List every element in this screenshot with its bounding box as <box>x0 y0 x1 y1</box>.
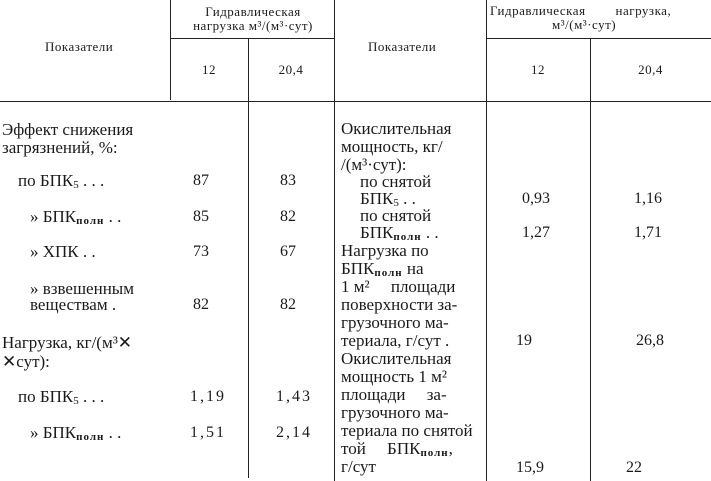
r-line-1: мощность, кг/ <box>341 137 443 156</box>
r-val-3-v2: 22 <box>626 459 642 476</box>
r-line-14: мощность 1 м² <box>341 367 447 386</box>
header-left-v1: 12 <box>202 62 216 77</box>
load-bpkpoln-v2: 2,14 <box>276 424 312 441</box>
r-val-1-v1: 1,27 <box>522 224 550 241</box>
row-bpk5-v2: 83 <box>280 172 296 189</box>
row-bpkpoln-v1: 85 <box>193 208 209 225</box>
row-susp-v1: 82 <box>193 296 209 313</box>
r-line-11: грузочного ма- <box>341 313 449 332</box>
row-susp-label-1: » взвешенным <box>30 279 134 298</box>
load-bpk5-v1: 1,19 <box>190 388 226 405</box>
r-line-17: териала по снятой <box>341 421 473 440</box>
r-val-0-v2: 1,16 <box>634 190 662 207</box>
load-bpkpoln-label: » БПКполн . . <box>30 423 122 443</box>
r-line-5: по снятой <box>360 206 432 225</box>
load-bpkpoln-v1: 1,51 <box>190 424 226 441</box>
r-line-8: БПКполн на <box>341 259 424 279</box>
r-line-9: 1 м² площади <box>341 277 456 296</box>
row-bpkpoln-v2: 82 <box>280 208 296 225</box>
row-hpk-v1: 73 <box>193 243 209 260</box>
r-val-3-v1: 15,9 <box>516 459 544 476</box>
row-bpk5-label: по $БПК_5$ . . . <box>18 171 105 191</box>
header-left-v2: 20,4 <box>278 62 304 77</box>
header-left-load-1: Гидравлическая <box>205 4 301 19</box>
effect-title-1: Эффект снижения <box>2 120 134 139</box>
header-left-load-2: нагрузка м³/(м³·сут) <box>193 18 313 33</box>
r-val-2-v2: 26,8 <box>636 332 664 349</box>
header-subline-left <box>170 38 334 39</box>
divider-center <box>334 0 335 481</box>
header-right-indicators: Показатели <box>368 39 437 54</box>
load-bpk5-v2: 1,43 <box>276 388 312 405</box>
header-subline-right <box>486 38 711 39</box>
r-line-6: БПКполн . . <box>360 223 439 243</box>
r-val-1-v2: 1,71 <box>634 224 662 241</box>
divider-left-values <box>248 38 249 478</box>
r-val-2-v1: 19 <box>516 332 532 349</box>
row-bpk5-v1: 87 <box>193 172 209 189</box>
header-right-v2: 20,4 <box>638 62 663 77</box>
r-line-18: той БПКполн, <box>341 439 453 459</box>
effect-title-2: загрязнений, %: <box>2 138 118 157</box>
r-line-15: площади за- <box>341 385 447 404</box>
row-susp-v2: 82 <box>280 296 296 313</box>
r-line-16: грузочного ма- <box>341 403 449 422</box>
divider-left-col <box>170 0 171 100</box>
row-susp-label-2: веществам . <box>30 295 117 314</box>
header-left-indicators: Показатели <box>45 39 114 54</box>
load-title-2: ✕сут): <box>2 352 50 371</box>
r-val-0-v1: 0,93 <box>522 190 550 207</box>
load-title-1: Нагрузка, кг/(м³✕ <box>2 333 133 352</box>
divider-right-values <box>590 38 591 481</box>
r-line-12: териала, г/сут . <box>341 331 450 350</box>
header-right-v1: 12 <box>531 62 545 77</box>
r-line-19: г/сут <box>341 457 376 476</box>
row-hpk-v2: 67 <box>280 243 296 260</box>
header-right-load-2: м³/(м³·сут) <box>552 17 617 32</box>
row-bpkpoln-label: » БПКполн . . <box>30 207 122 227</box>
row-hpk-label: » ХПК . . <box>30 242 96 261</box>
r-line-3: по снятой <box>360 172 432 191</box>
r-line-13: Окислительная <box>341 349 452 368</box>
header-bottom-line <box>0 101 711 102</box>
header-right-load-1: Гидравлическая нагрузка, <box>490 3 672 18</box>
r-line-7: Нагрузка по <box>341 241 429 260</box>
r-line-0: Окислительная <box>341 119 452 138</box>
load-bpk5-label: по $БПК_5$ . . . <box>18 387 105 407</box>
r-line-4: $БПК_5$ . . <box>360 189 416 209</box>
r-line-2: /(м³·сут): <box>341 155 407 174</box>
r-line-10: поверхности за- <box>341 295 458 314</box>
